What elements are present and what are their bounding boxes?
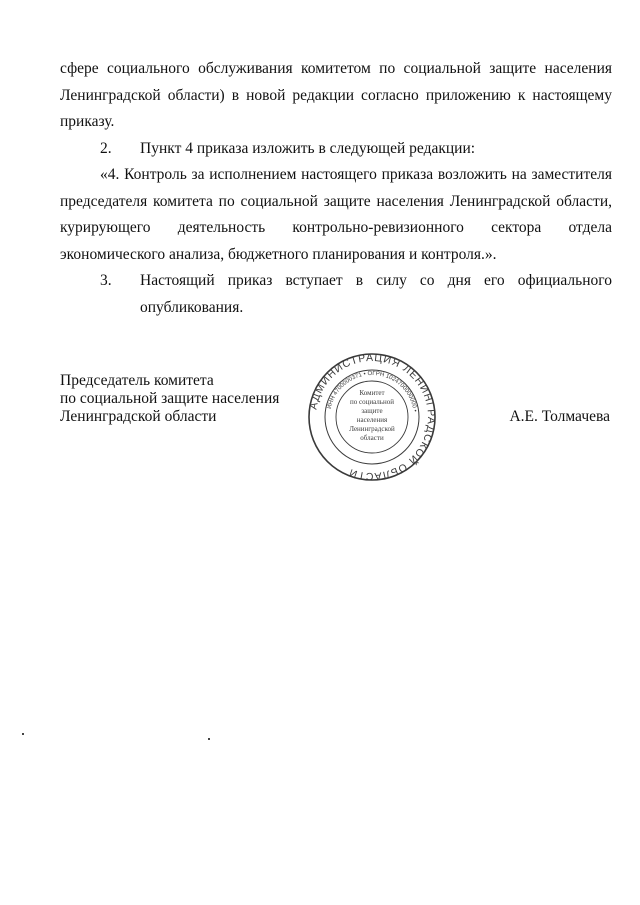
signatory-title-line: Председатель комитета [60, 372, 214, 389]
official-seal [297, 352, 447, 482]
seal-outer-text: АДМИНИСТРАЦИЯ ЛЕНИНГРАДСКОЙ ОБЛАСТИ [307, 352, 438, 482]
scan-speck [22, 733, 24, 735]
signatory-title-line: Ленинградской области [60, 408, 217, 425]
seal-center-line: Ленинградской [349, 425, 395, 433]
seal-inner-text: ИНН 4700000371 • ОГРН 1024700000000 • [326, 370, 418, 413]
signatory-title [60, 372, 279, 426]
paragraph-item-2 [60, 136, 612, 163]
paragraph-item-3 [60, 268, 612, 321]
seal-center-line: по социальной [350, 398, 394, 406]
paragraph-quoted-clause: «4. Контроль за исполнением настоящего приказа возложить на заместителя председателя комитета по социальной защите населения Ленинградской области, курирующего деятельность контрольно-ревизионного сектора отдела экономического анализа, бюджетного планирования и контроля.». [60, 166, 612, 263]
item-text: Настоящий приказ вступает в силу со дня его официального опубликования. [140, 272, 612, 316]
paragraph-continuation: сфере социального обслуживания комитетом по социальной защите населения Ленинградской области) в новой редакции согласно приложению к настоящему приказу. [60, 60, 612, 130]
document-body [60, 56, 612, 321]
item-text: Пункт 4 приказа изложить в следующей редакции: [140, 139, 476, 157]
seal-center-line: населения [356, 416, 388, 424]
seal-center-line: защите [361, 407, 383, 415]
signatory-name: А.Е. Толмачева [509, 408, 610, 425]
item-number: 2. [100, 139, 112, 157]
signatory-title-line: по социальной защите населения [60, 390, 280, 407]
seal-center-line: Комитет [359, 389, 385, 397]
seal-center-line: области [360, 434, 384, 442]
item-number: 3. [100, 272, 112, 289]
scan-speck [208, 738, 210, 740]
